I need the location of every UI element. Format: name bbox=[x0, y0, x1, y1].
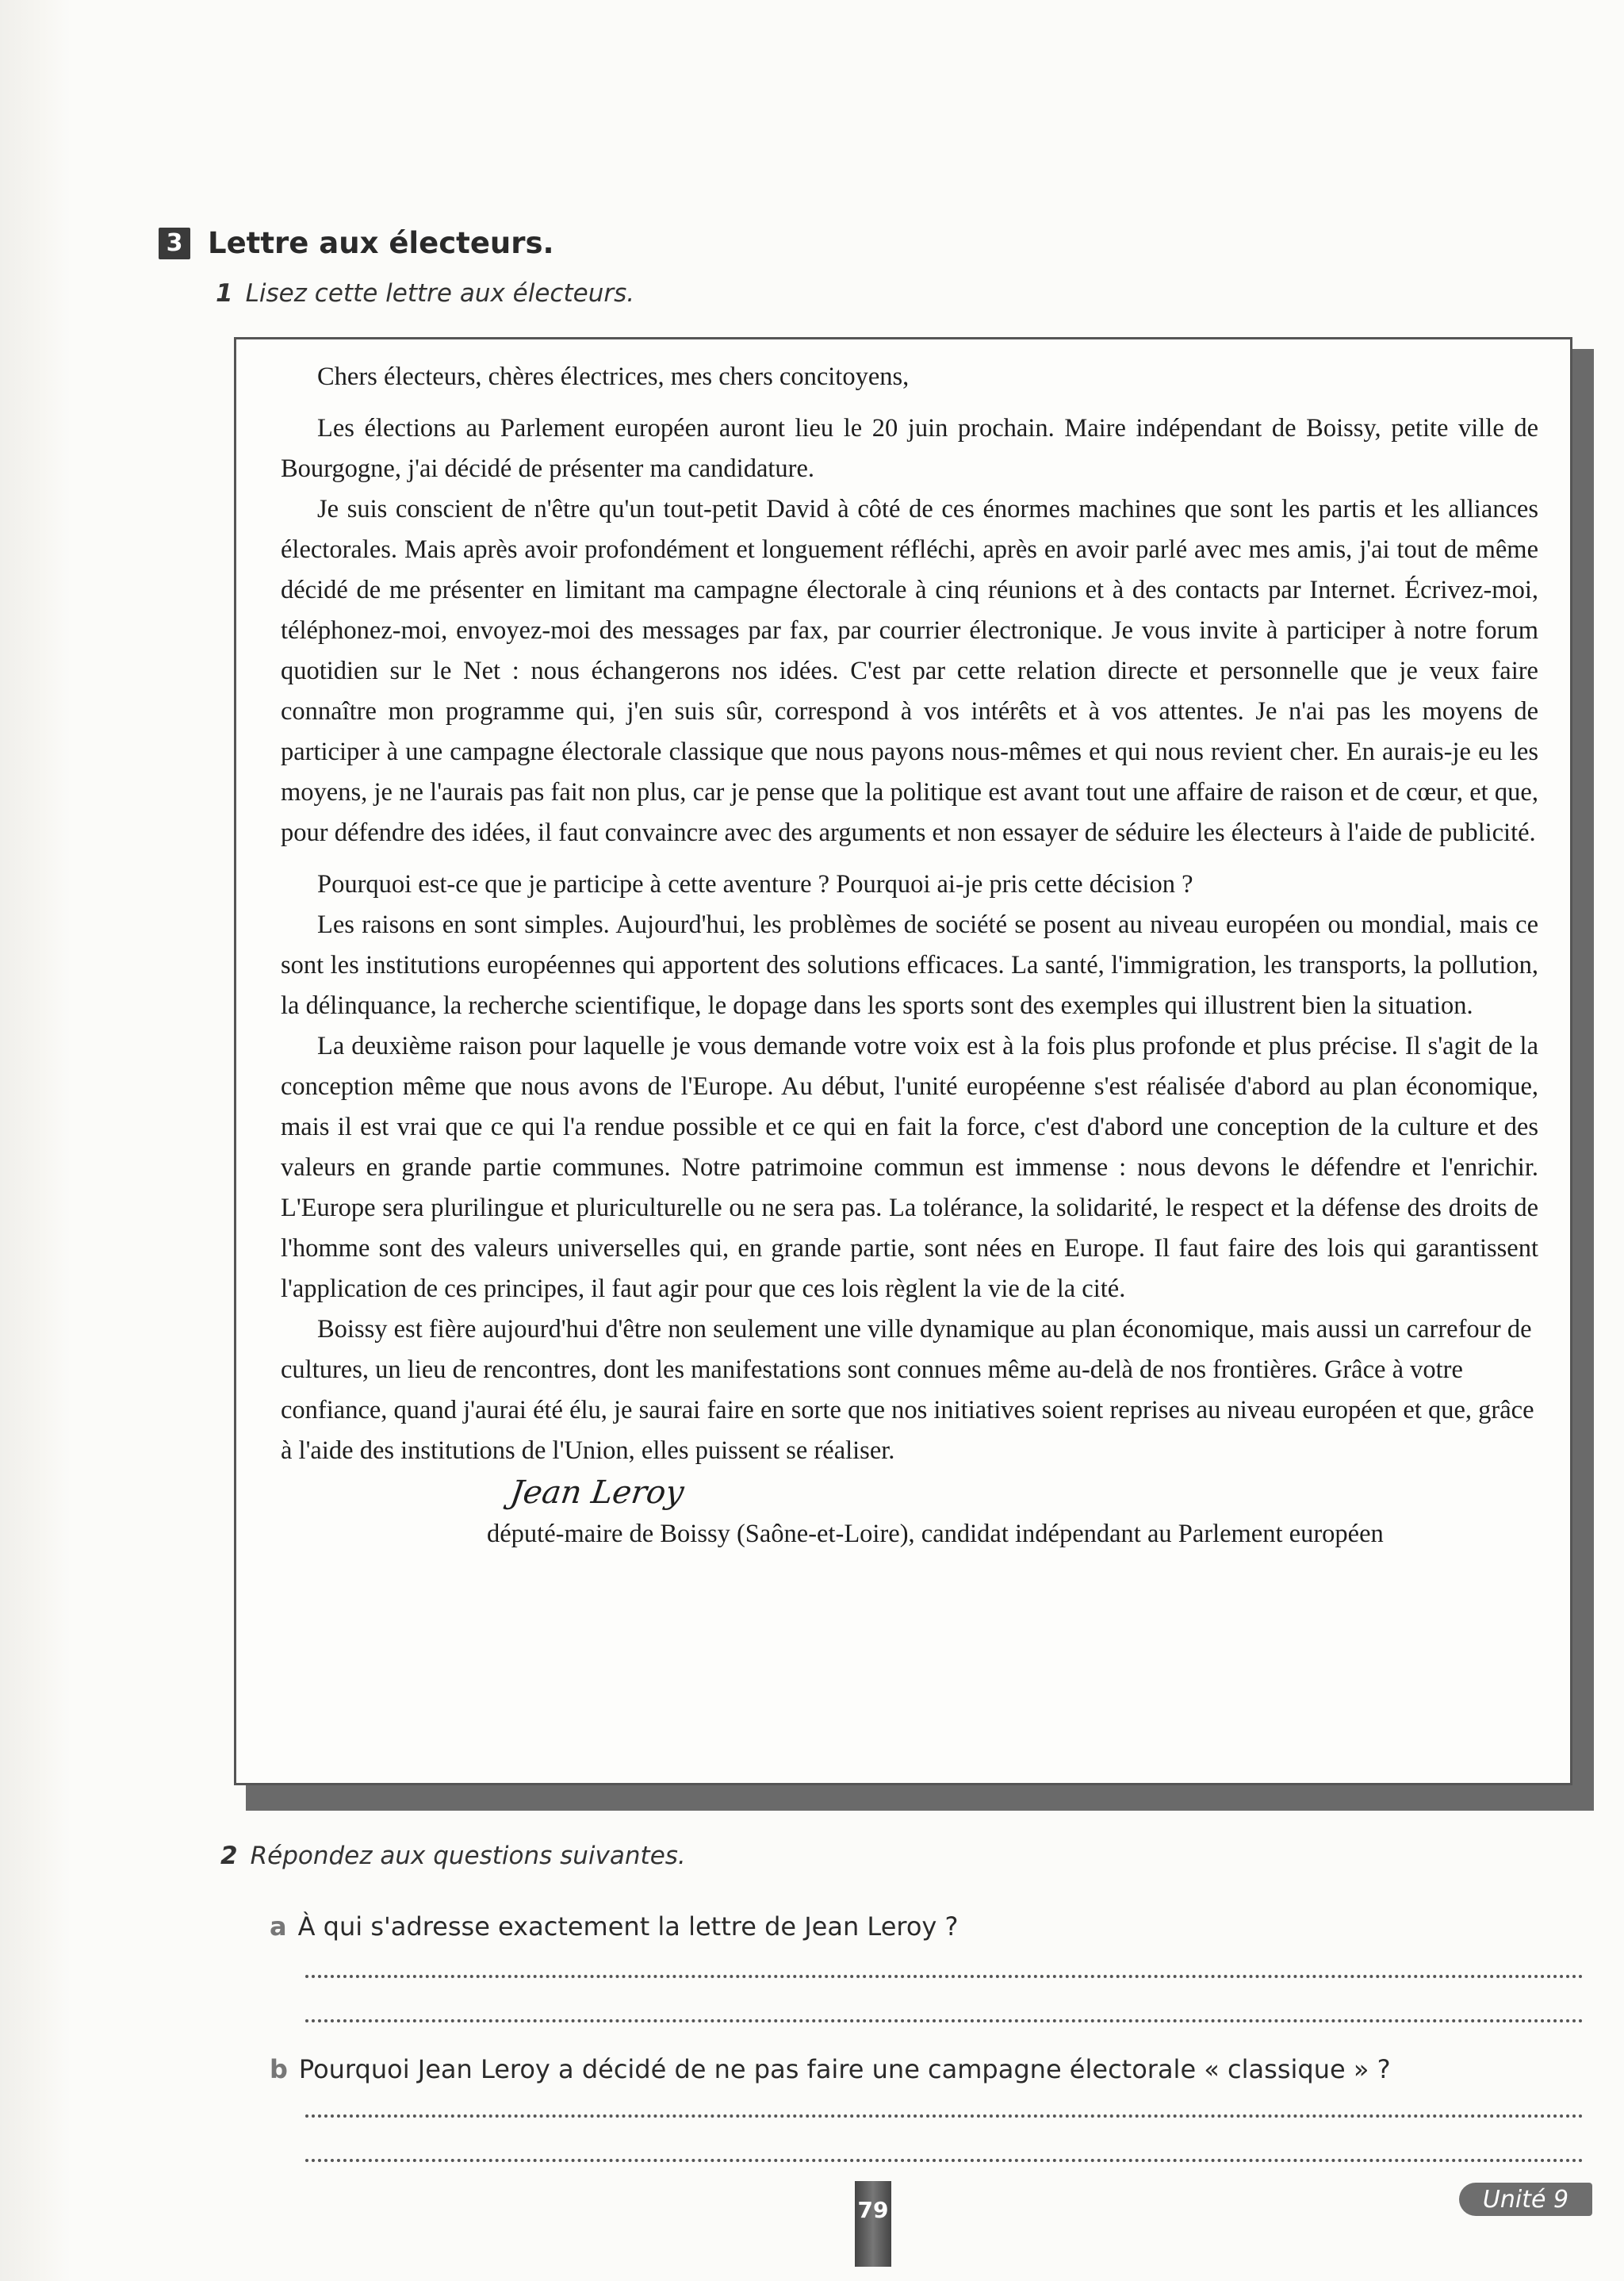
instruction-1-text: Lisez cette lettre aux électeurs. bbox=[245, 279, 635, 308]
question-b-text: Pourquoi Jean Leroy a décidé de ne pas faire une campagne électorale « classique » ? bbox=[298, 2054, 1391, 2084]
page-number: 79 bbox=[855, 2181, 891, 2267]
answer-line[interactable] bbox=[305, 2114, 1584, 2118]
letter-paragraph: La deuxième raison pour laquelle je vous demande votre voix est à la fois plus profonde et plus précise. Il s'agit de la conception même que nous avons de l'Europe. Au début, l'unité européenne s'est réalisée d'abord au plan économique, mais il est vrai que ce qui l'a rendue possible et ce qui en fait la force, c'est d'abord une conception de la culture et des valeurs en grande partie communes. Notre patrimoine commun est immense : nous devons le défendre et l'enrichir. L'Europe sera plurilingue et pluriculturelle ou ne sera pas. La tolérance, la solidarité, le respect et la défense des droits de l'homme sont des valeurs universelles qui, en grande partie, sont nées en Europe. Il faut faire des lois qui garantissent l'application de ces principes, il faut agir pour que ces lois règlent la vie de la cité. bbox=[281, 1032, 1538, 1303]
letter-signature: Jean Leroy bbox=[508, 1474, 687, 1511]
letter-salutation: Chers électeurs, chères électrices, mes chers concitoyens, bbox=[317, 362, 910, 391]
instruction-2-text: Répondez aux questions suivantes. bbox=[250, 1842, 686, 1870]
letter-paragraph: Les raisons en sont simples. Aujourd'hui, les problèmes de société se posent au niveau européen ou mondial, mais ce sont les institutions européennes qui apportent des solutions efficaces. La santé, l'immigration, les transports, la pollution, la délinquance, la recherche scientifique, le dopage dans les sports sont des exemples qui illustrent bien la situation. bbox=[281, 910, 1538, 1020]
answer-line[interactable] bbox=[305, 1975, 1584, 1978]
letter-signature-title: député-maire de Boissy (Saône-et-Loire), candidat indépendant au Parlement européen bbox=[487, 1520, 1384, 1548]
letter-paragraph: Boissy est fière aujourd'hui d'être non seulement une ville dynamique au plan économique, mais aussi un carrefour de cultures, un lieu de rencontres, dont les manifestations sont connues même au-delà de nos frontières. Grâce à votre confiance, quand j'aurai été élu, je saurai faire en sorte que nos initiatives soient reprises au niveau européen et que, grâce à l'aide des institutions de l'Union, elles puissent se réaliser. bbox=[281, 1315, 1534, 1465]
instruction-2-number: 2 bbox=[220, 1842, 238, 1870]
question-a-text: À qui s'adresse exactement la lettre de Jean Leroy ? bbox=[297, 1911, 959, 1942]
instruction-1 bbox=[216, 279, 634, 308]
letter-paragraph: Pourquoi est-ce que je participe à cette aventure ? Pourquoi ai-je pris cette décision ? bbox=[317, 870, 1193, 899]
letter-paragraph: Je suis conscient de n'être qu'un tout-petit David à côté de ces énormes machines que sont les partis et les alliances électorales. Mais après avoir profondément et longuement réfléchi, après en avoir parlé avec mes amis, j'ai tout de même décidé de me présenter en limitant ma campagne électorale à cinq réunions et à des contacts par Internet. Écrivez-moi, téléphonez-moi, envoyez-moi des messages par fax, par courrier électronique. Je vous invite à participer à notre forum quotidien sur le Net : nous échangerons nos idées. C'est par cette relation directe et personnelle que je veux faire connaître mon programme qui, j'en suis sûr, correspond à vos intérêts et à vos attentes. Je n'ai pas les moyens de participer à une campagne électorale classique que nous payons nous-mêmes et qui nous revient cher. En aurais-je eu les moyens, je ne l'aurais pas fait non plus, car je pense que la politique est avant tout une affaire de raison et de cœur, et que, pour défendre des idées, il faut convaincre avec des arguments et non essayer de séduire les électeurs à l'aide de publicité. bbox=[281, 495, 1538, 847]
question-a-letter: a bbox=[270, 1911, 287, 1942]
page-binding-edge bbox=[0, 0, 71, 2281]
answer-line[interactable] bbox=[305, 2019, 1584, 2022]
letter-box bbox=[234, 337, 1572, 1785]
instruction-2 bbox=[220, 1842, 686, 1870]
exercise-number-badge: 3 bbox=[159, 228, 190, 259]
instruction-1-number: 1 bbox=[216, 279, 233, 308]
answer-line[interactable] bbox=[305, 2159, 1584, 2162]
exercise-header bbox=[159, 226, 554, 260]
exercise-title: Lettre aux électeurs. bbox=[208, 226, 554, 260]
question-b-letter: b bbox=[270, 2054, 288, 2084]
letter-paragraph: Les élections au Parlement européen auront lieu le 20 juin prochain. Maire indépendant de Boissy, petite ville de Bourgogne, j'ai décidé de présenter ma candidature. bbox=[281, 414, 1538, 483]
question-b bbox=[270, 2054, 1391, 2084]
unit-badge: Unité 9 bbox=[1459, 2183, 1592, 2216]
question-a bbox=[270, 1911, 959, 1942]
